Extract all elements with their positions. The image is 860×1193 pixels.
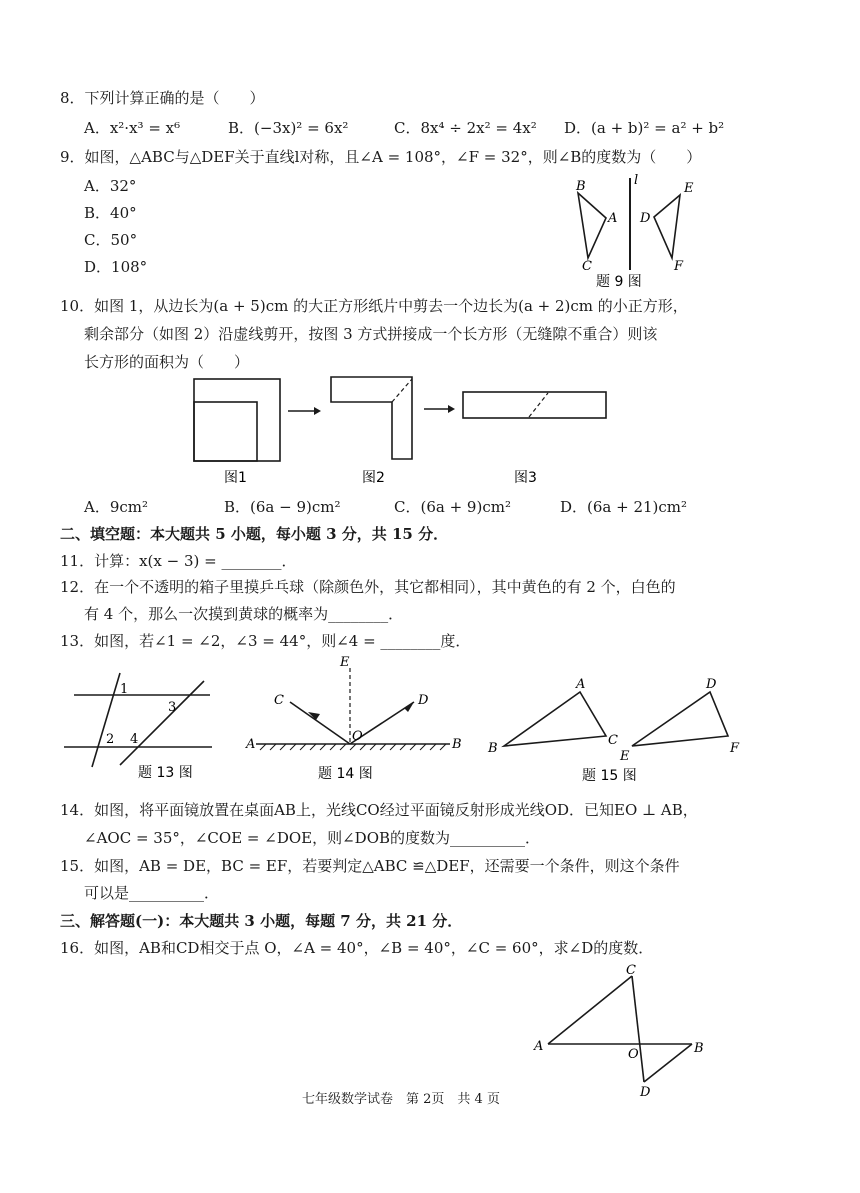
q10-line2: 剩余部分（如图 2）沿虚线剪开，按图 3 方式拼接成一个长方形（无缝隙不重合）则该	[84, 325, 658, 343]
l-shape	[331, 377, 412, 459]
q9-stem: 9．如图，△ABC与△DEF关于直线l对称，且∠A = 108°，∠F = 32°，则∠B的度数为（ ）	[60, 148, 702, 166]
q13: 13．如图，若∠1 = ∠2，∠3 = 44°，则∠4 = ________度．	[60, 632, 471, 650]
label-a: A	[534, 1039, 544, 1054]
q12-line1: 12．在一个不透明的箱子里摸乒乓球（除颜色外，其它都相同），其中黄色的有 2 个，白色的	[60, 578, 676, 596]
label-f: F	[730, 741, 740, 756]
segment-cd	[632, 976, 644, 1082]
q15-caption: 题 15 图	[582, 768, 637, 784]
q16-figure	[530, 960, 730, 1100]
label-o: O	[352, 729, 363, 744]
cut-line-2	[392, 379, 412, 402]
q10-figures	[180, 372, 620, 487]
q10-line3: 长方形的面积为（ ）	[84, 353, 250, 371]
q15-line2: 可以是__________．	[84, 884, 220, 902]
fig2-caption: 图2	[362, 470, 385, 486]
label-o: O	[628, 1047, 639, 1062]
q10-option-c: C．(6a + 9)cm²	[394, 498, 511, 516]
result-rectangle	[463, 392, 606, 418]
label-b: B	[694, 1041, 704, 1056]
triangle-abc	[504, 692, 606, 746]
cut-line-3	[529, 393, 548, 417]
arrow-1-head	[314, 407, 321, 415]
angle-1-label: 1	[120, 682, 129, 697]
q9-option-a: A．32°	[84, 177, 137, 195]
q10-option-b: B．(6a − 9)cm²	[224, 498, 341, 516]
q8-option-a: A．x²·x³ = x⁶	[84, 119, 181, 137]
small-square	[194, 402, 257, 461]
q12-line2: 有 4 个，那么一次摸到黄球的概率为________．	[84, 605, 404, 623]
label-b: B	[488, 741, 498, 756]
label-e: E	[620, 749, 630, 764]
label-f: F	[674, 259, 684, 274]
arrow-2-head	[448, 405, 455, 413]
fig3-caption: 图3	[514, 470, 537, 486]
section-3-heading: 三、解答题(一)：本大题共 3 小题，每题 7 分，共 21 分．	[60, 912, 463, 930]
q13-caption: 题 13 图	[138, 765, 193, 781]
angle-3-label: 3	[168, 700, 177, 715]
q13-figure	[58, 665, 228, 785]
angle-4-label: 4	[130, 732, 139, 747]
label-l: l	[634, 173, 639, 188]
transversal-2	[120, 681, 204, 765]
label-c: C	[582, 259, 592, 274]
q8-option-b: B．(−3x)² = 6x²	[228, 119, 349, 137]
label-c: C	[626, 963, 636, 978]
page-footer: 七年级数学试卷 第 2页 共 4 页	[302, 1092, 500, 1107]
triangle-def	[632, 692, 728, 746]
fig1-caption: 图1	[224, 470, 247, 486]
segment-ac	[548, 976, 632, 1044]
segment-db	[644, 1044, 692, 1082]
label-d: D	[418, 693, 429, 708]
q10-option-a: A．9cm²	[84, 498, 149, 516]
label-d: D	[706, 677, 717, 692]
label-c: C	[608, 733, 618, 748]
q8-stem: 8．下列计算正确的是（ ）	[60, 89, 265, 107]
transversal-1	[92, 673, 120, 767]
label-e: E	[340, 655, 350, 670]
label-a: A	[608, 211, 618, 226]
label-e: E	[684, 181, 694, 196]
q10-option-d: D．(6a + 21)cm²	[560, 498, 688, 516]
q14-figure	[244, 652, 474, 787]
ray-co	[290, 702, 350, 744]
q9-option-c: C．50°	[84, 231, 138, 249]
section-2-heading: 二、填空题：本大题共 5 小题，每小题 3 分，共 15 分．	[60, 525, 449, 543]
angle-2-label: 2	[106, 732, 115, 747]
label-a: A	[246, 737, 256, 752]
triangle-def	[654, 195, 680, 258]
label-b: B	[452, 737, 462, 752]
q9-caption: 题 9 图	[596, 274, 642, 290]
q8-option-c: C．8x⁴ ÷ 2x² = 4x²	[394, 119, 537, 137]
triangle-abc	[578, 193, 606, 258]
q10-line1: 10．如图 1，从边长为(a + 5)cm 的大正方形纸片中剪去一个边长为(a + 2)cm 的小正方形，	[60, 297, 688, 315]
q8-option-d: D．(a + b)² = a² + b²	[564, 119, 725, 137]
label-a: A	[576, 677, 586, 692]
mirror-hatching	[260, 744, 446, 750]
q14-line2: ∠AOC = 35°，∠COE = ∠DOE，则∠DOB的度数为__________．	[84, 829, 541, 847]
q15-figure	[484, 672, 760, 790]
q14-caption: 题 14 图	[318, 766, 373, 782]
q11: 11．计算：x(x − 3) = ________．	[60, 552, 297, 570]
label-b: B	[576, 179, 586, 194]
label-d: D	[640, 1085, 651, 1100]
q9-option-b: B．40°	[84, 204, 137, 222]
q16-stem: 16．如图，AB和CD相交于点 O，∠A = 40°，∠B = 40°，∠C = 60°，求∠D的度数．	[60, 939, 654, 957]
label-c: C	[274, 693, 284, 708]
big-square	[194, 379, 280, 461]
q9-figure	[560, 170, 710, 295]
label-d: D	[640, 211, 651, 226]
q9-option-d: D．108°	[84, 258, 148, 276]
q15-line1: 15．如图，AB = DE，BC = EF，若要判定△ABC ≌△DEF，还需要一个条件，则这个条件	[60, 857, 680, 875]
q14-line1: 14．如图，将平面镜放置在桌面AB上，光线CO经过平面镜反射形成光线OD．已知EO ⊥ AB，	[60, 801, 698, 819]
